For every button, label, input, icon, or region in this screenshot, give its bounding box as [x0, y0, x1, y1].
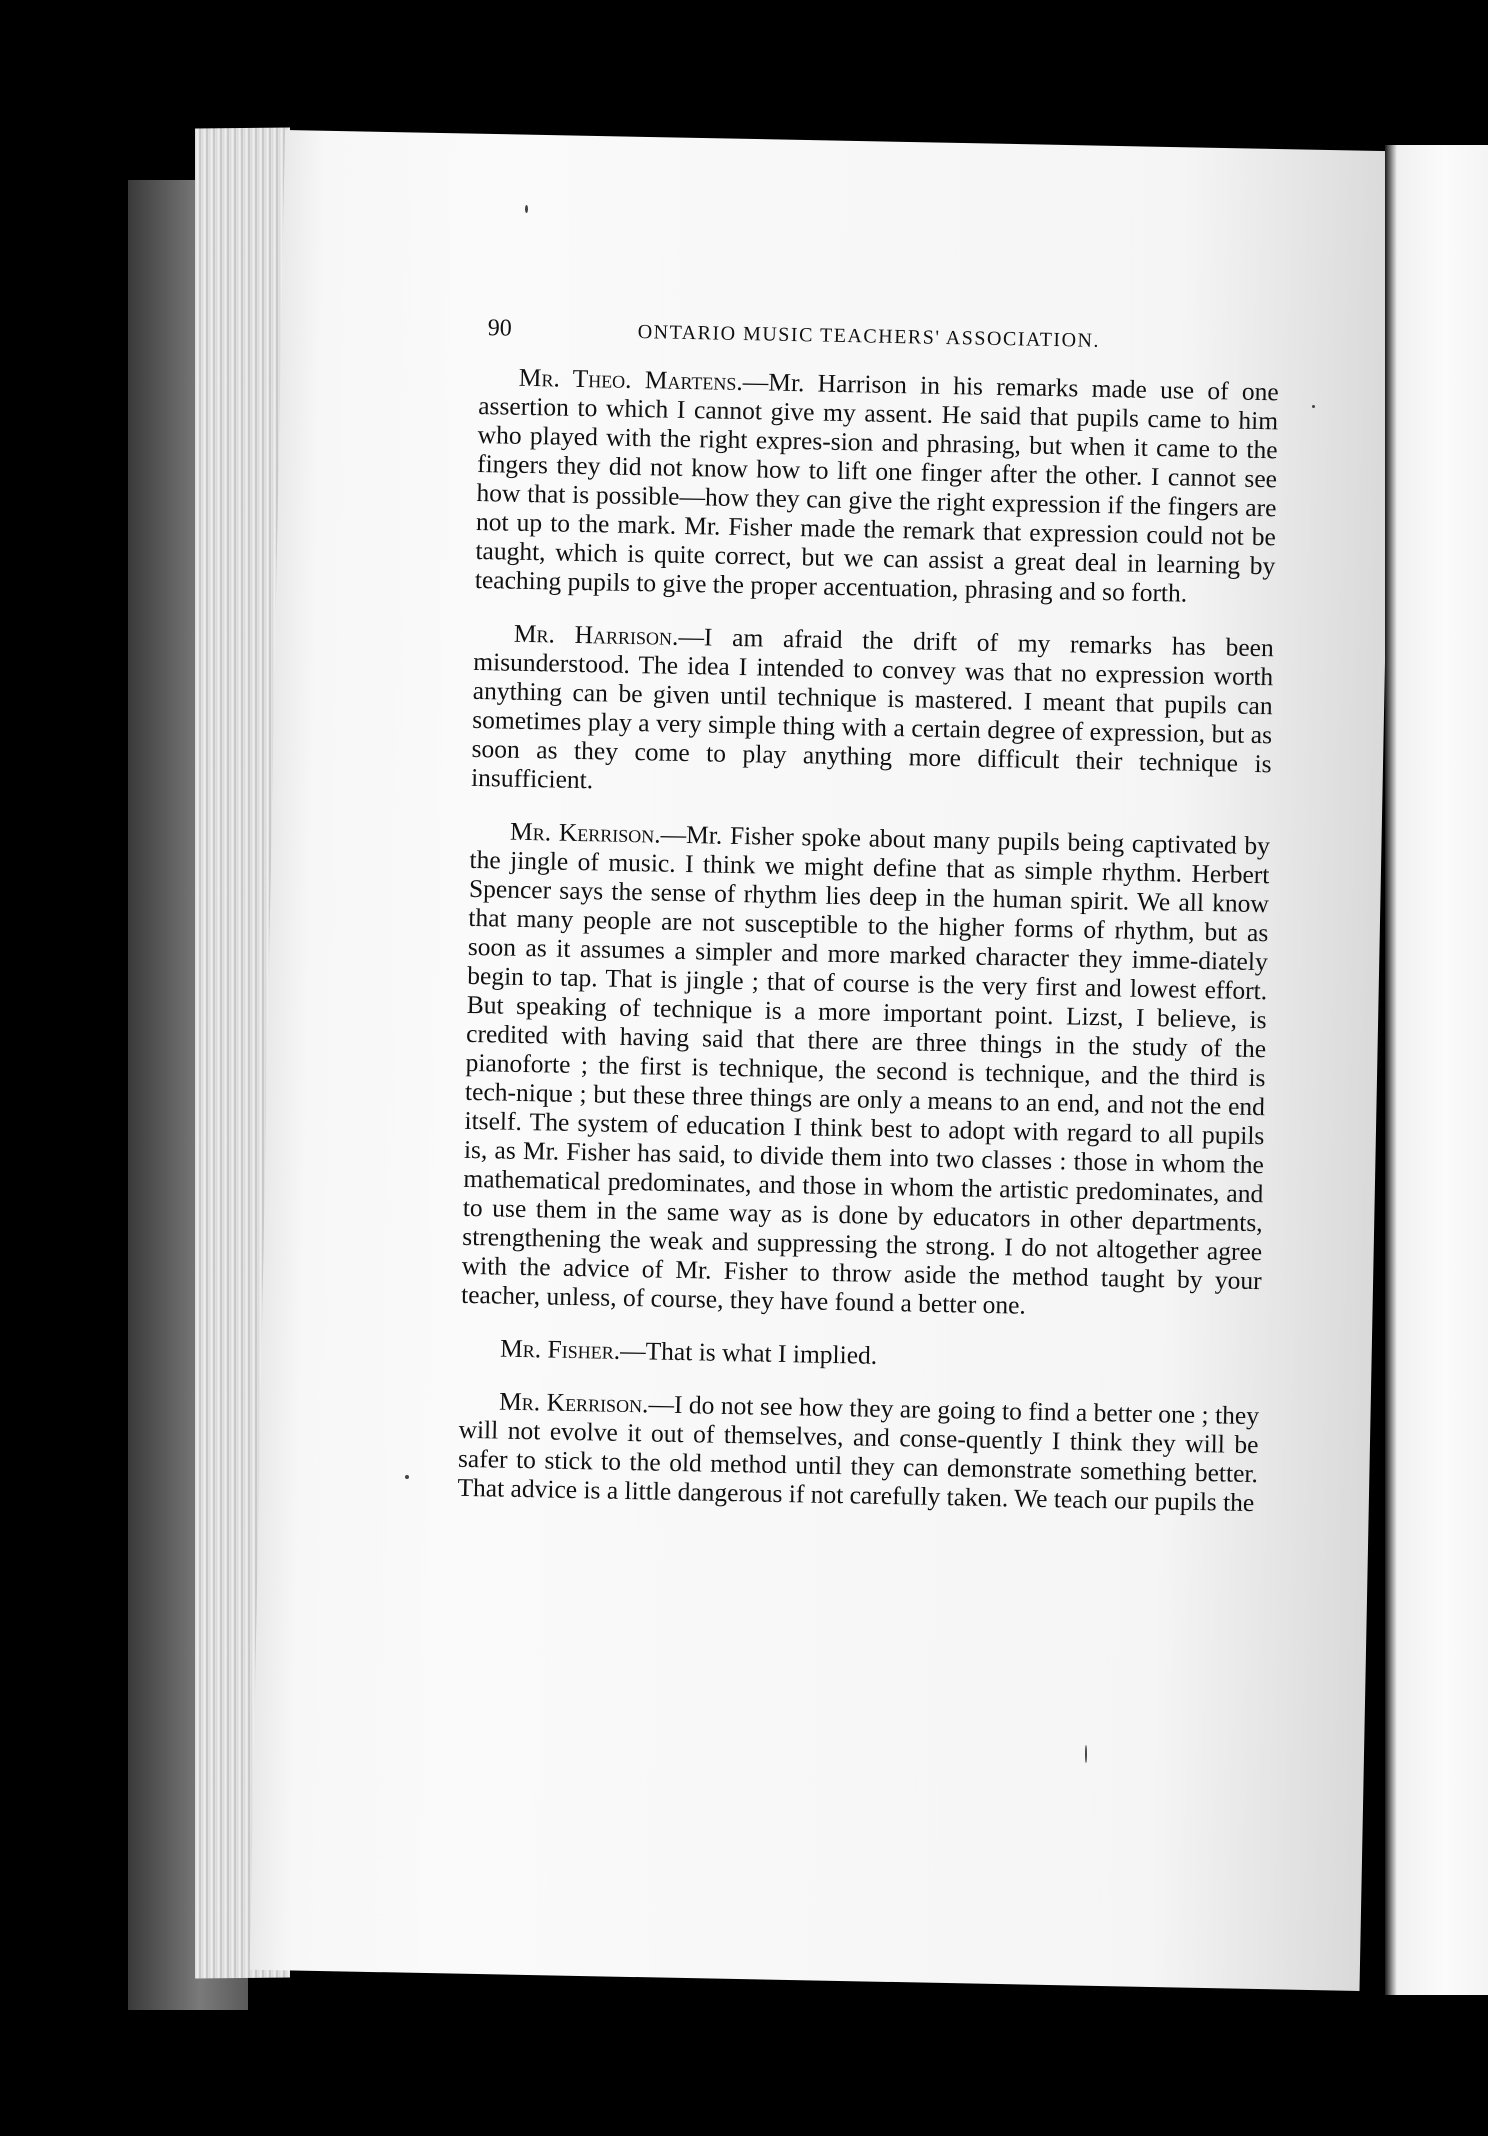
paragraph-text: —That is what I implied.	[619, 1335, 878, 1370]
speaker-name: Mr. Fisher.	[499, 1333, 621, 1365]
page-text	[457, 315, 1280, 1541]
speaker-name: Mr. Theo. Martens.	[518, 362, 744, 397]
facing-page-edge	[1385, 145, 1488, 1995]
paragraph-harrison	[471, 618, 1274, 807]
ink-speck	[525, 205, 528, 213]
paragraph-text: —Mr. Fisher spoke about many pupils being captivated by the jingle of music. I think we might define that as simple rhythm. Herbert Spencer says the sense of rhythm lies deep in the human spirit. We all know that many people are not susceptible to the higher forms of rhythm, but as soon as it assumes a simpler and more marked character they imme-diately begin to tap. That is jingle ; that of course is the very first and lowest effort. But speaking of technique is a more important point. Lizst, I believe, is credited with having said that there are three things in the study of the pianoforte ; the first is technique, the second is technique, and the third is tech-nique ; but these three things are only a means to an end, and not the end itself. The system of education I think best to adopt with regard to all pupils is, as Mr. Fisher has said, to divide them into two classes : those in whom the mathematical predominates, and those in whom the artistic predominates, and to use them in the same way as is done by educators in other departments, strengthening the weak and suppressing the strong. I do not altogether agree with the advice of Mr. Fisher to throw aside the method taught by your teacher, unless, of course, they have found a better one.	[460, 819, 1271, 1320]
ink-speck	[405, 1475, 409, 1479]
paragraph-kerrison-1	[461, 816, 1270, 1324]
ink-speck	[1085, 1745, 1087, 1763]
ink-speck	[1312, 405, 1315, 408]
paragraph-martens	[475, 362, 1279, 609]
speaker-name: Mr. Harrison.	[513, 618, 679, 651]
speaker-name: Mr. Kerrison.	[509, 816, 661, 849]
speaker-name: Mr. Kerrison.	[498, 1386, 649, 1419]
paragraph-text: —I do not see how they are going to find a better one ; they will not evolve it out of themselves, and conse-quently I think they will be safer to stick to the old method until they can demonstrate something better. That advice is a little dangerous if not carefully taken. We teach our pupils the	[457, 1389, 1260, 1518]
header-title: ONTARIO MUSIC TEACHERS' ASSOCIATION.	[637, 321, 1101, 352]
paragraph-kerrison-2	[457, 1386, 1259, 1517]
paragraph-text: —Mr. Harrison in his remarks made use of one assertion to which I cannot give my assent. He said that pupils came to him who played with the right expres-sion and phrasing, but when it came to the fingers they did not know how to lift one finger after the other. I cannot see how that is possible—how they can give the right expression if the fingers are not up to the mark. Mr. Fisher made the remark that expression could not be taught, which is quite correct, but we can assist a great deal in learning by teaching pupils to give the proper accentuation, phrasing and so forth.	[474, 367, 1279, 608]
page-number: 90	[487, 315, 512, 342]
paragraph-fisher	[460, 1333, 1260, 1377]
paragraph-text: —I am afraid the drift of my remarks has been misunderstood. The idea I intended to convey was that no expression worth anything can be given until technique is mastered. I meant that pupils can sometimes play a very simple thing with a certain degree of expression, but as soon as they come to play anything more difficult their technique is insufficient.	[470, 621, 1275, 795]
